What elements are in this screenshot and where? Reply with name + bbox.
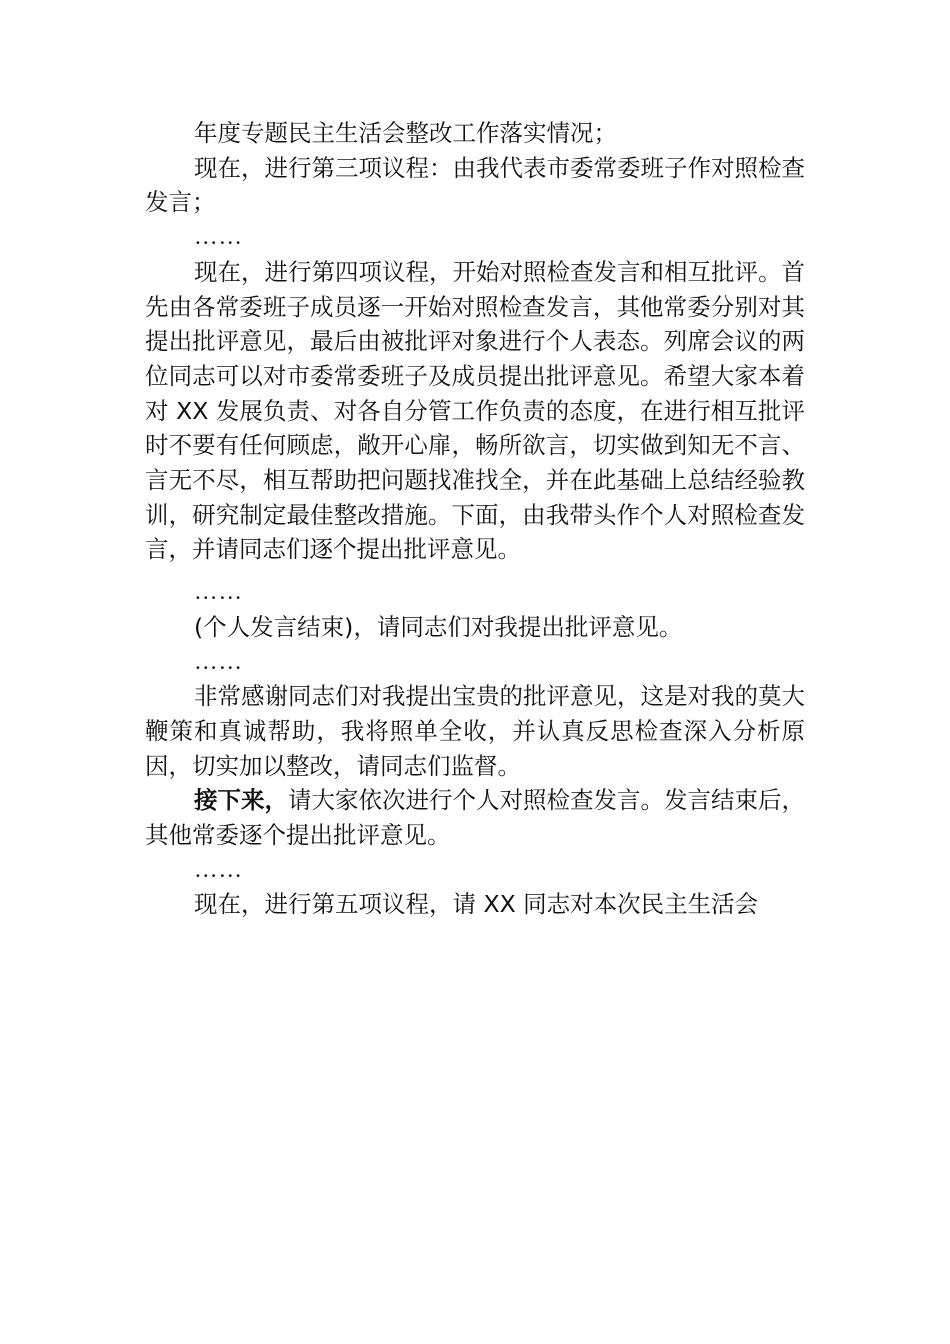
paragraph-agenda-item-three: 现在，进行第三项议程：由我代表市委常委班子作对照检查发言； bbox=[145, 153, 805, 217]
paragraph-agenda-item-four: 现在，进行第四项议程，开始对照检查发言和相互批评。首先由各常委班子成员逐一开始对照检查发言，其他常委分别对其提出批评意见，最后由被批评对象进行个人表态。列席会议的两位同志可以对市委常委班子及成员提出批评意见。希望大家本着对 XX 发展负责、对各自分管工作负责的态度，在进行相互批评时不要有任何顾虑，敞开心扉，畅所欲言，切实做到知无不言、言无不尽，相互帮助把问题找准找全，并在此基础上总结经验教训，研究制定最佳整改措施。下面，由我带头作个人对照检查发言，并请同志们逐个提出批评意见。 bbox=[145, 257, 805, 564]
paragraph-agenda-item-five: 现在，进行第五项议程，请 XX 同志对本次民主生活会 bbox=[194, 890, 759, 919]
paragraph-thanks: 非常感谢同志们对我提出宝贵的批评意见，这是对我的莫大鞭策和真诚帮助，我将照单全收，并认真反思检查深入分析原因，切实加以整改，请同志们监督。 bbox=[145, 682, 805, 780]
paragraph-gap bbox=[145, 567, 805, 575]
document-body bbox=[145, 116, 805, 922]
next-step-lead: 接下来， bbox=[194, 786, 288, 815]
paragraph-rectification-status: 年度专题民主生活会整改工作落实情况； bbox=[194, 119, 617, 147]
ellipsis-4: …… bbox=[194, 856, 243, 883]
ellipsis-1: …… bbox=[194, 224, 243, 251]
paragraph-next-step bbox=[145, 783, 805, 852]
next-step-text: 请大家依次进行个人对照检查发言。发言结束后，其他常委逐个提出批评意见。 bbox=[145, 786, 805, 850]
paragraph-personal-speech-end: (个人发言结束)，请同志们对我提出批评意见。 bbox=[194, 612, 683, 641]
ellipsis-3: …… bbox=[194, 648, 243, 675]
ellipsis-2: …… bbox=[194, 579, 243, 606]
